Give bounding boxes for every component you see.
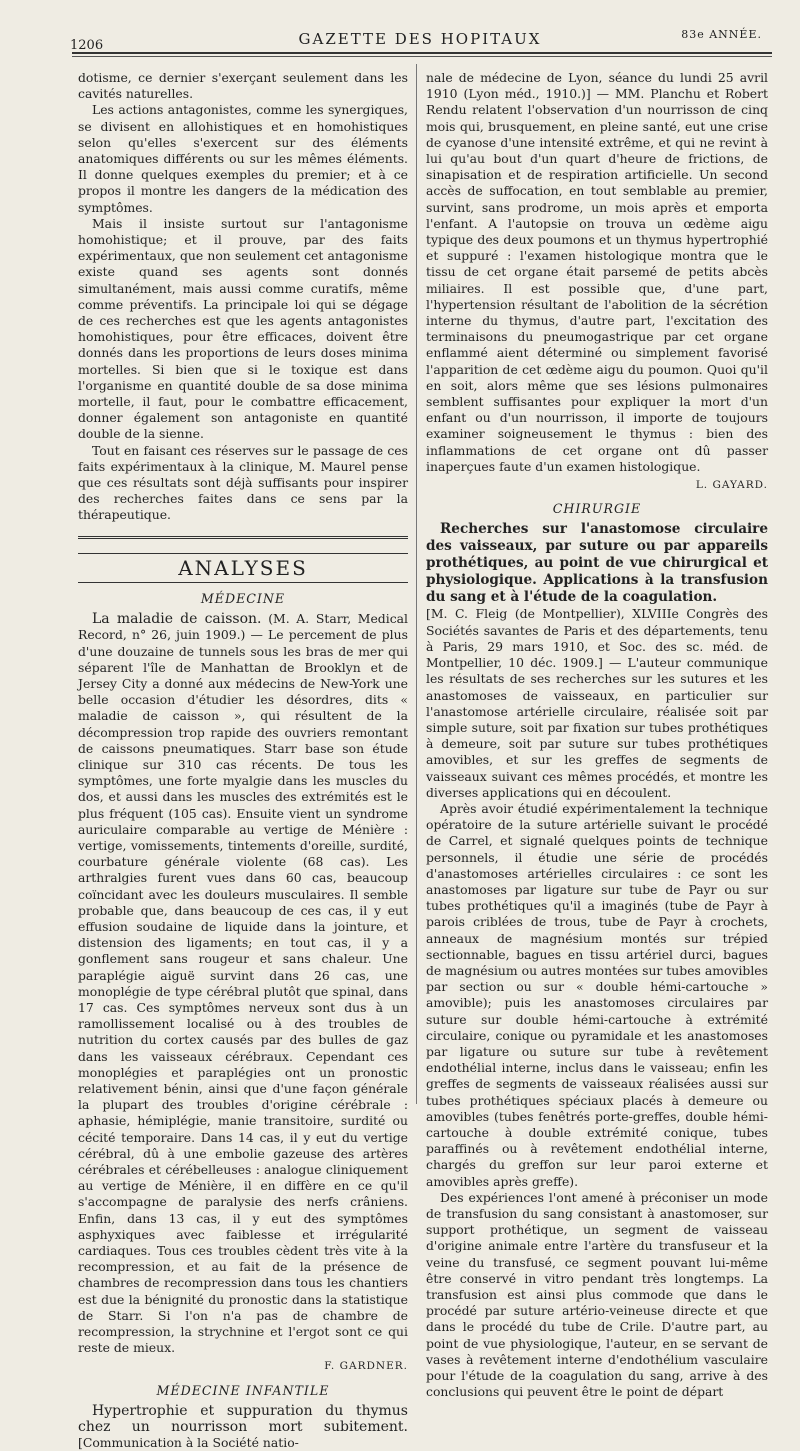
analyses-heading: ANALYSES [78, 553, 408, 583]
paragraph: nale de médecine de Lyon, séance du lundi 25 avril 1910 (Lyon méd., 1910.)] — MM. Planchu et Robert Rendu relatent l'observation d'un nourrisson de cinq mois qui, brusquement, en pleine santé, eut une crise de cyanose d'une intensité extrême, et qui ne revint à lui qu'au bout d'un quart d'heure de frictions, de sinapisation et de respiration artificielle. Un second accès de suffocation, en tout semblable au premier, survint, sans prodrome, un mois après et emporta l'enfant. A l'autopsie on trouva un œdème aigu typique des deux poumons et un thymus hypertrophié et suppuré : l'examen histologique montra que le tissu de cet organe était parsemé de petits abcès miliaires. Il est possible que, d'une part, l'hypertension résultant de l'abolition de la sécrétion interne du thymus, d'autre part, l'excitation des terminaisons du pneumogastrique par cet organe enflammé aient déterminé ou simplement favorisé l'apparition de cet œdème aigu du poumon. Quoi qu'il en soit, alors même que ses lésions pulmonaires semblent suffisantes pour expliquer la mort d'un enfant ou d'un nourrisson, il importe de toujours examiner soigneusement le thymus : bien des inflammations de cet organe ont dû passer inaperçues faute d'un examen histologique. [426, 70, 768, 474]
article-title: La maladie de caisson. [92, 611, 262, 628]
article-body: [Communication à la Société natio- [78, 1435, 299, 1451]
article-body: (M. A. Starr, Medical Record, n° 26, juin 1909.) — Le percement de plus d'une douzaine de tunnels sous les bras de mer qui séparent l'île de Manhattan de Brooklyn et de Jersey City a donné aux médecins de New-York une belle occasion d'étudier les désordres, dits « maladie de caisson », qui résultent de la décompression trop rapide des ouvriers remontant de caissons pneumatiques. Starr base son étude clinique sur 310 cas récents. De tous les symptômes, une forte myalgie dans les muscles du dos, et aussi dans les muscles des extrémités est le plus fréquent (105 cas). Ensuite vient un syndrome auriculaire comparable au vertige de Ménière : vertige, vomissements, tintements d'oreille, surdité, courbature générale violente (68 cas). Les arthralgies furent vues dans 60 cas, beaucoup coïncidant avec les douleurs musculaires. Il semble probable que, dans beaucoup de ces cas, il y eut effusion soudaine de liquide dans la jointure, et distension des ligaments; en tout cas, il y a gonflement sans rougeur et sans chaleur. Une paraplégie aiguë survint dans 26 cas, une monoplégie de type cérébral plutôt que spinal, dans 17 cas. Ces symptômes nerveux sont dus à un ramollissement localisé ou à des troubles de nutrition du cortex causés par des bulles de gaz dans les vaisseaux cérébraux. Cependant ces monoplégies et paraplégies ont un pronostic relativement bénin, ainsi que d'une façon générale la plupart des troubles d'origine cérébrale : aphasie, hémiplégie, manie transitoire, surdité ou cécité temporaire. Dans 14 cas, il y eut du vertige cérébral, dû à une embolie gazeuse des artères cérébrales et cérébelleuses : analogue cliniquement au vertige de Ménière, il en diffère en ce qu'il s'accompagne de paralysie des nerfs crâniens. Enfin, dans 13 cas, il y eut des symptômes asphyxiques avec faiblesse et irrégularité cardiaques. Tous ces troubles cèdent très vite à la recompression, et au fait de la présence de chambres de recompression dans tous les chantiers est due la bénignité du pronostic dans la statistique de Starr. Si l'on n'a pas de chambre de recompression, la strychnine et l'ergot sont ce qui reste de mieux. [78, 611, 408, 1356]
article-headline: Recherches sur l'anastomose circulaire des vaisseaux, par suture ou par appareils prothétiques, au point de vue chirurgical et physiologique. Applications à la transfusion du sang et à l'étude de la coagulation. [426, 521, 768, 606]
signature: F. GARDNER. [324, 1360, 408, 1373]
section-chirurgie: CHIRURGIE [552, 501, 642, 517]
article-reference: [M. C. Fleig (de Montpellier), XLVIIIe Congrès des Sociétés savantes de Paris et des départements, tenu à Paris, 29 mars 1910, et Soc. des sc. méd. de Montpellier, 10 déc. 1909.] — L'auteur communique les résultats de ses recherches sur les sutures et les anastomoses de vaisseaux, en particulier sur l'anastomose artérielle circulaire, réalisée soit par simple suture, soit par fixation sur tubes prothétiques à demeure, soit par suture sur tubes prothétiques amovibles, et sur les greffes de segments de vaisseaux suivant ces mêmes procédés, et montre les diverses applications qui en découlent. [426, 606, 768, 800]
running-header [70, 28, 770, 53]
header-rule [72, 52, 772, 54]
section-medecine: MÉDECINE [200, 590, 286, 606]
paragraph: Des expériences l'ont amené à préconiser un mode de transfusion du sang consistant à anastomoser, sur support prothétique, un segment de vaisseau d'origine animale entre l'artère du transfuseur et la veine du transfusé, ce segment pouvant lui-même être conservé in vitro pendant très longtemps. La transfusion est ainsi plus commode que dans le procédé par suture artério-veineuse directe et que dans le procédé du tube de Crile. D'autre part, au point de vue physiologique, l'auteur, en se servant de vases à revêtement interne d'endothélium vasculaire pour l'étude de la coagulation du sang, arrive à des conclusions qui peuvent être le point de départ [426, 1189, 768, 1400]
article-title: Hypertrophie et suppuration du thymus chez un nourrisson mort subitement. [78, 1402, 408, 1436]
paragraph: Les actions antagonistes, comme les synergiques, se divisent en allohistiques et en homohistiques selon qu'elles s'exercent sur des éléments anatomiques différents ou sur les mêmes éléments. Il donne quelques exemples du premier; et à ce propos il montre les dangers de la médication des symptômes. [78, 102, 408, 215]
page-number: 1206 [70, 38, 104, 53]
journal-title: GAZETTE DES HOPITAUX [298, 30, 542, 48]
paragraph: Mais il insiste surtout sur l'antagonisme homohistique; et il prouve, par des faits expérimentaux, que non seulement cet antagonisme existe quand ses agents sont donnés simultanément, mais aussi comme curatifs, même comme préventifs. La principale loi qui se dégage de ces recherches est que les agents antagonistes homohistiques, pour être efficaces, doivent être donnés dans les proportions de leurs doses minima mortelles. Si bien que si le toxique est dans l'organisme en quantité double de sa dose minima mortelle, il faut, pour le combattre efficacement, donner également son antagoniste en quantité double de la sienne. [78, 215, 408, 442]
right-column [426, 70, 768, 1400]
paragraph: Après avoir étudié expérimentalement la technique opératoire de la suture artérielle suivant le procédé de Carrel, et signalé quelques points de technique personnels, il étudie une série de procédés d'anastomoses artérielles circulaires : ce sont les anastomoses par ligature sur tube de Payr ou sur tubes prothétiques qu'il a imaginés (tube de Payr à parois criblées de trous, tube de Payr à crochets, anneaux de magnésium montés sur trépied sectionnable, bagues en tissu artériel durci, bagues de magnésium ou autres montées sur tubes amovibles par section ou sur « double hémi-cartouche » amovible); puis les anastomoses circulaires par suture sur double hémi-cartouche à extrémité circulaire, conique ou pyramidale et les anastomoses par ligature ou suture sur tube à revêtement endothélial interne, inclus dans le vaisseau; enfin les greffes de segments de vaisseaux réalisées aussi sur tubes prothétiques spéciaux placés à demeure ou amovibles (tubes fenêtrés porte-greffes, double hémi-cartouche à double extrémité conique, tubes paraffinés ou à revêtement endothélial interne, chargés du greffon sur leur paroi externe et amovibles après greffe). [426, 800, 768, 1189]
paragraph: Tout en faisant ces réserves sur le passage de ces faits expérimentaux à la clinique, M. Maurel pense que ces résultats sont déjà suffisants pour inspirer des recherches faites dans ce sens par la thérapeutique. [78, 442, 408, 523]
header-rule-thin [72, 56, 772, 57]
section-rule [78, 536, 408, 539]
year-label: 83e ANNÉE. [681, 28, 762, 41]
column-divider [416, 64, 417, 1104]
section-infantile: MÉDECINE INFANTILE [156, 1382, 330, 1398]
signature: L. GAYARD. [695, 479, 768, 492]
paragraph: dotisme, ce dernier s'exerçant seulement dans les cavités naturelles. [78, 70, 408, 102]
left-column [78, 70, 408, 1451]
